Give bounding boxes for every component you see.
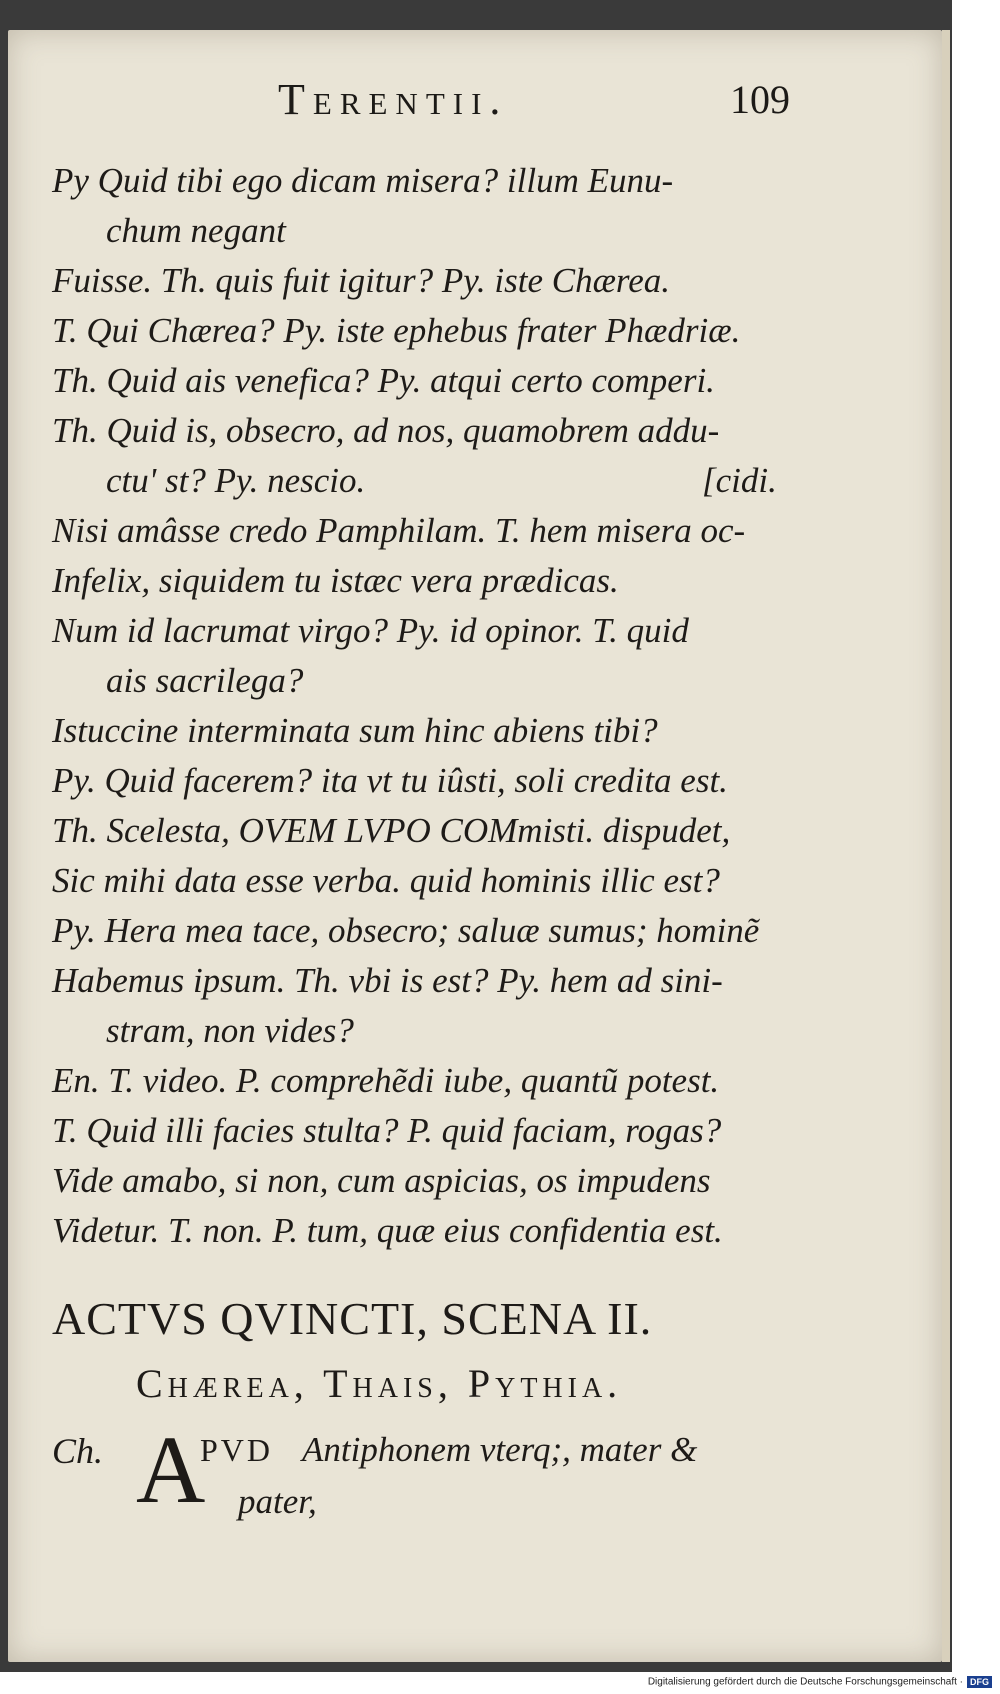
line-text: Py. Quid facerem? ita vt tu iûsti, soli credita est. [52,761,728,800]
line-text: T. Quid illi facies stulta? P. quid faciam, rogas? [52,1111,722,1150]
text-line [52,906,902,956]
text-line [52,556,902,606]
line-text: Th. Quid is, obsecro, ad nos, quamobrem addu- [52,411,720,450]
line-catchword: [cidi. [702,461,777,500]
line-text: En. T. video. P. comprehẽdi iube, quantũ potest. [52,1061,720,1100]
line-text: Th. Scelesta, OVEM LVPO COMmisti. dispudet, [52,811,731,850]
page-edge [942,30,950,1662]
scene-opening [52,1416,902,1536]
verse-text-block [52,156,902,1256]
text-line [52,806,902,856]
book-page [8,30,942,1662]
running-title: Terentii. [278,75,509,124]
text-line [52,956,902,1006]
line-text: ctu' st? Py. nescio. [106,461,366,500]
credit-text: Digitalisierung gefördert durch die Deutsche Forschungsgemeinschaft · [647,1676,963,1688]
drop-capital: A [136,1416,206,1523]
line-text: chum negant [106,211,286,250]
line-text: Infelix, siquidem tu istæc vera prædicas. [52,561,619,600]
line-text: T. Qui Chærea? Py. iste ephebus frater Phædriæ. [52,311,741,350]
opening-line-text: Antiphonem vterq;, mater & [302,1430,698,1469]
text-line [52,1056,902,1106]
text-line [52,256,902,306]
act-scene-heading: ACTVS QVINCTI, SCENA II. [52,1293,653,1344]
text-line [52,356,902,406]
digitization-credit [648,1676,992,1688]
opening-line-continuation: pater, [238,1482,317,1521]
text-line [52,306,902,356]
text-line [52,506,902,556]
line-text: stram, non vides? [106,1011,354,1050]
dfg-logo: DFG [967,1676,992,1688]
line-text: Num id lacrumat virgo? Py. id opinor. T. quid [52,611,689,650]
line-text: Fuisse. Th. quis fuit igitur? Py. iste Chærea. [52,261,671,300]
line-text: ais sacrilega? [106,661,304,700]
text-line [52,1106,902,1156]
line-text: Vide amabo, si non, cum aspicias, os impudens [52,1161,711,1200]
line-text: Sic mihi data esse verba. quid hominis illic est? [52,861,720,900]
text-line [52,1156,902,1206]
text-line [52,206,902,256]
text-line [52,156,902,206]
text-line [52,756,902,806]
text-line [52,1006,902,1056]
running-head [8,74,942,134]
line-text: Videtur. T. non. P. tum, quæ eius confidentia est. [52,1211,723,1250]
text-line [52,706,902,756]
text-line [52,406,902,456]
line-text: Th. Quid ais venefica? Py. atqui certo comperi. [52,361,715,400]
page-number: 109 [730,77,790,122]
speaker-label: Ch. [52,1431,104,1471]
text-line [52,606,902,656]
line-text: Istuccine interminata sum hinc abiens tibi? [52,711,658,750]
line-text: Nisi amâsse credo Pamphilam. T. hem misera oc- [52,511,746,550]
text-line [52,656,902,706]
line-text: Habemus ipsum. Th. vbi is est? Py. hem ad sini- [52,961,723,1000]
line-text: Py Quid tibi ego dicam misera? illum Eunu- [52,161,674,200]
text-line [52,456,902,506]
text-line [52,1206,902,1256]
line-text: Py. Hera mea tace, obsecro; saluæ sumus; hominẽ [52,911,760,950]
opening-smallcaps: PVD [200,1432,274,1468]
cast-list: Chærea, Thais, Pythia. [136,1361,623,1406]
text-line [52,856,902,906]
